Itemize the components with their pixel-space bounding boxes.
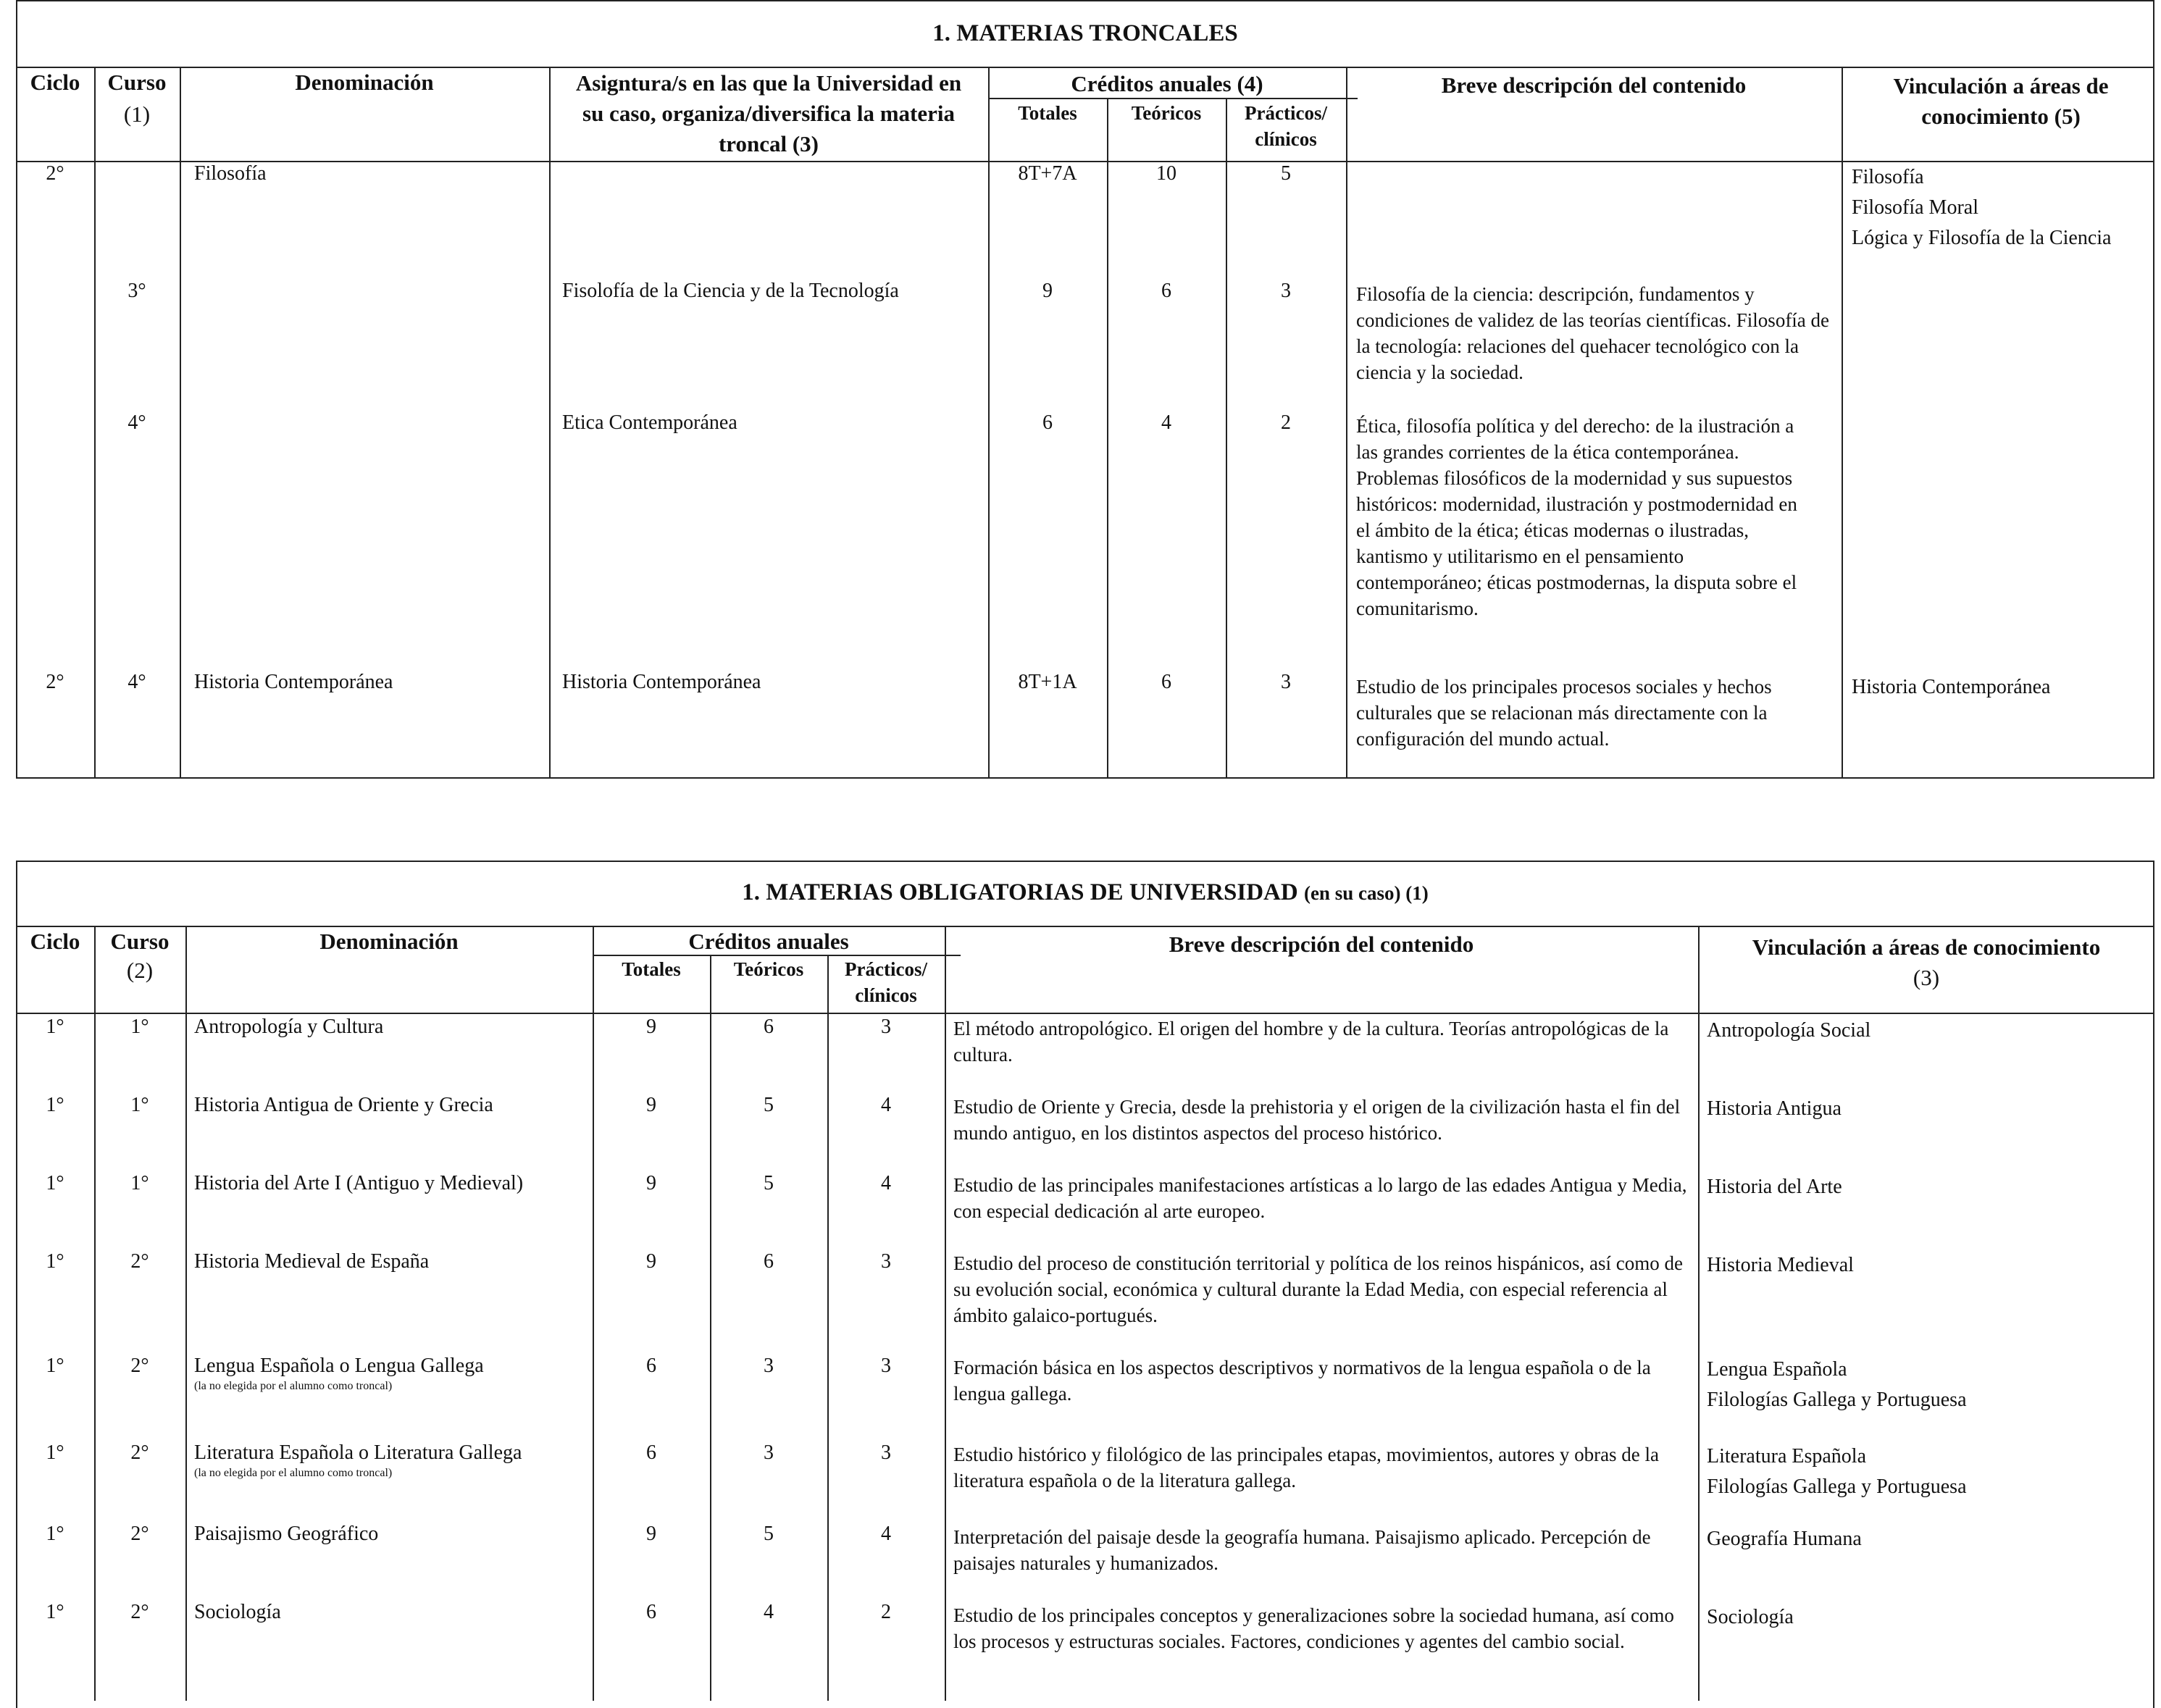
denominacion-label: Literatura Española o Literatura Gallega (194, 1441, 522, 1464)
header-practicos: Prácticos/ clínicos (1245, 102, 1327, 150)
header-teoricos: Teóricos (1131, 102, 1202, 124)
cell-denominacion: Historia Contemporánea (194, 671, 393, 693)
cell-practicos: 3 (881, 1441, 891, 1464)
area-item: Filosofía (1852, 166, 1924, 188)
area-item: Historia Contemporánea (1852, 676, 2051, 698)
header-ciclo: Ciclo (30, 70, 80, 95)
col-line (1698, 926, 1700, 1701)
col-line (710, 955, 711, 1701)
col-line (1842, 67, 1843, 779)
cell-areas (1707, 1094, 2149, 1124)
cell-practicos: 2 (1281, 411, 1291, 434)
cell-descripcion: Estudio de las principales manifestaciones artísticas a lo largo de las edades Antigua y Media, con especial dedicación al arte europeo. (953, 1174, 1687, 1222)
col-line (1346, 67, 1347, 779)
cell-denominacion (194, 1171, 591, 1197)
cell-descripcion: Estudio del proceso de constitución territorial y política de los reinos hispánicos, así como de su evolución social, económica y cultural durante la Edad Media, con especial referencia al ámbito galaico-portugués. (953, 1252, 1684, 1326)
header-creditos: Créditos anuales (4) (1071, 71, 1263, 96)
cell-totales: 6 (646, 1601, 656, 1623)
cell-curso: 2° (130, 1355, 149, 1377)
cell-descripcion: Ética, filosofía política y del derecho: de la ilustración a las grandes corrientes de la ética contemporánea. Problemas filosóficos de la modernidad y sus supuestos históricos: modernidad, ilustración y postmodernidad en el ámbito de la ética; éticas modernas o ilustradas, kantismo y utilitarismo en el pensamiento contemporáneo; éticas postmodernas, la disputa sobre el comunitarismo. (1356, 415, 1797, 619)
cell-curso: 1° (130, 1094, 149, 1116)
cell-totales: 6 (1042, 411, 1053, 434)
col-line (945, 926, 946, 1701)
cell-teoricos: 6 (764, 1250, 774, 1273)
col-line (827, 955, 829, 1701)
header-descripcion: Breve descripción del contenido (1441, 72, 1747, 98)
troncales-table (16, 0, 2154, 779)
header-curso-note: (2) (126, 958, 154, 983)
cell-areas (1852, 672, 2149, 703)
cell-areas (1707, 1250, 2149, 1281)
denominacion-label: Antropología y Cultura (194, 1016, 384, 1038)
cell-curso: 2° (130, 1250, 149, 1273)
cell-areas (1707, 1441, 2149, 1502)
cell-curso: 4° (128, 411, 146, 434)
cell-descripcion: Estudio de los principales procesos sociales y hechos culturales que se relacionan más directamente con la configuración del mundo actual. (1356, 676, 1772, 750)
cell-ciclo: 1° (46, 1601, 64, 1623)
header-vinculacion: Vinculación a áreas de conocimiento (5) (1893, 73, 2109, 129)
area-item: Historia Medieval (1707, 1254, 1854, 1276)
cell-areas (1707, 1602, 2149, 1633)
header-curso-note: (1) (123, 101, 151, 127)
obligatorias-title-suffix: (en su caso) (1) (1303, 882, 1429, 904)
cell-denominacion (194, 1440, 591, 1481)
cell-ciclo: 1° (46, 1250, 64, 1273)
cell-denominacion (194, 1014, 591, 1040)
header-curso: Curso (107, 70, 167, 95)
cell-descripcion: Estudio de los principales conceptos y generalizaciones sobre la sociedad humana, así como los procesos y estructuras sociales. Factores, condiciones y agentes del cambio social. (953, 1604, 1674, 1652)
header-practicos: Prácticos/ clínicos (845, 958, 927, 1006)
cell-teoricos: 6 (1161, 280, 1171, 302)
troncales-title: 1. MATERIAS TRONCALES (932, 20, 1238, 46)
cell-denominacion (194, 1353, 591, 1394)
cell-teoricos: 6 (764, 1016, 774, 1038)
cell-descripcion: Formación básica en los aspectos descriptivos y normativos de la lengua española o de la lengua gallega. (953, 1357, 1651, 1405)
cell-denominacion (194, 1092, 591, 1118)
area-item: Historia Antigua (1707, 1097, 1842, 1120)
cell-totales: 9 (646, 1250, 656, 1273)
cell-teoricos: 10 (1156, 162, 1176, 185)
cell-denominacion (194, 1521, 591, 1547)
denominacion-label: Paisajismo Geográfico (194, 1523, 379, 1545)
cell-practicos: 5 (1281, 162, 1291, 185)
cell-practicos: 3 (881, 1016, 891, 1038)
cell-ciclo: 1° (46, 1523, 64, 1545)
col-line (94, 926, 96, 1701)
area-item: Lengua Española (1707, 1358, 1847, 1381)
cell-descripcion: Estudio de Oriente y Grecia, desde la prehistoria y el origen de la civilización hasta el fin del mundo antiguo, en los distintos aspectos del proceso histórico. (953, 1096, 1681, 1144)
cell-practicos: 3 (1281, 671, 1291, 693)
header-teoricos: Teóricos (733, 958, 804, 980)
header-asignatura: Asigntura/s en las que la Universidad en su caso, organiza/diversifica la materia troncal (3) (575, 70, 962, 156)
header-totales: Totales (622, 958, 681, 980)
cell-descripcion: Filosofía de la ciencia: descripción, fundamentos y condiciones de validez de las teorías científicas. Filosofía de la tecnología: relaciones del quehacer tecnológico con la ciencia y la sociedad. (1356, 283, 1830, 383)
area-item: Lógica y Filosofía de la Ciencia (1852, 227, 2112, 249)
cell-totales: 9 (646, 1016, 656, 1038)
cell-denominacion (194, 1249, 591, 1275)
header-curso: Curso (110, 929, 170, 954)
cell-descripcion: Estudio histórico y filológico de las principales etapas, movimientos, autores y obras de la literatura española o de la literatura gallega. (953, 1444, 1660, 1491)
cell-practicos: 4 (881, 1172, 891, 1194)
cell-curso: 2° (130, 1523, 149, 1545)
denominacion-note: (la no elegida por el alumno como troncal) (194, 1467, 393, 1479)
area-item: Filologías Gallega y Portuguesa (1707, 1389, 1967, 1411)
area-item: Historia del Arte (1707, 1176, 1842, 1198)
cell-practicos: 3 (1281, 280, 1291, 302)
cell-teoricos: 4 (764, 1601, 774, 1623)
cell-asignatura: Fisolofía de la Ciencia y de la Tecnología (562, 280, 899, 302)
cell-ciclo: 1° (46, 1441, 64, 1464)
cell-totales: 9 (646, 1094, 656, 1116)
cell-curso: 3° (128, 280, 146, 302)
obligatorias-title-line (16, 879, 2154, 906)
cell-areas (1852, 162, 2156, 254)
cell-ciclo: 1° (46, 1016, 64, 1038)
header-ciclo: Ciclo (30, 929, 80, 954)
cell-areas (1707, 1524, 2149, 1554)
cell-practicos: 3 (881, 1355, 891, 1377)
header-descripcion: Breve descripción del contenido (1169, 932, 1474, 957)
cell-areas (1707, 1172, 2149, 1202)
cell-descripcion: Interpretación del paisaje desde la geografía humana. Paisajismo aplicado. Percepción de paisajes naturales y humanizados. (953, 1526, 1651, 1574)
cell-ciclo: 1° (46, 1094, 64, 1116)
denominacion-note: (la no elegida por el alumno como troncal) (194, 1380, 393, 1392)
cell-asignatura: Historia Contemporánea (562, 671, 761, 693)
denominacion-label: Lengua Española o Lengua Gallega (194, 1355, 484, 1377)
cell-totales: 9 (646, 1172, 656, 1194)
header-creditos: Créditos anuales (688, 929, 849, 954)
cell-curso: 4° (128, 671, 146, 693)
col-line (185, 926, 187, 1701)
cell-teoricos: 4 (1161, 411, 1171, 434)
denominacion-label: Historia Medieval de España (194, 1250, 430, 1273)
area-item: Antropología Social (1707, 1019, 1871, 1042)
header-denominacion: Denominación (319, 929, 459, 954)
cell-teoricos: 5 (764, 1523, 774, 1545)
obligatorias-title: 1. MATERIAS OBLIGATORIAS DE UNIVERSIDAD (742, 879, 1298, 905)
header-denominacion: Denominación (295, 70, 434, 95)
cell-totales: 9 (646, 1523, 656, 1545)
area-item: Filosofía Moral (1852, 196, 1978, 219)
cell-curso: 1° (130, 1172, 149, 1194)
cell-totales: 9 (1042, 280, 1053, 302)
cell-practicos: 4 (881, 1094, 891, 1116)
cell-practicos: 3 (881, 1250, 891, 1273)
area-item: Geografía Humana (1707, 1528, 1862, 1550)
denominacion-label: Sociología (194, 1601, 281, 1623)
cell-curso: 2° (130, 1441, 149, 1464)
cell-teoricos: 6 (1161, 671, 1171, 693)
cell-totales: 6 (646, 1355, 656, 1377)
col-line (549, 67, 551, 779)
cell-ciclo: 2° (46, 162, 64, 185)
cell-practicos: 2 (881, 1601, 891, 1623)
cell-areas (1707, 1355, 2149, 1415)
area-item: Sociología (1707, 1606, 1794, 1628)
cell-totales: 6 (646, 1441, 656, 1464)
cell-teoricos: 3 (764, 1355, 774, 1377)
denominacion-label: Historia Antigua de Oriente y Grecia (194, 1094, 493, 1116)
cell-totales: 8T+1A (1018, 671, 1077, 693)
header-vinculacion-note: (3) (1913, 965, 1940, 990)
cell-ciclo: 1° (46, 1172, 64, 1194)
cell-denominacion (194, 1599, 591, 1625)
cell-areas (1707, 1016, 2149, 1046)
header-vinculacion: Vinculación a áreas de conocimiento (1752, 934, 2101, 960)
cell-practicos: 4 (881, 1523, 891, 1545)
cell-teoricos: 5 (764, 1172, 774, 1194)
cell-asignatura: Etica Contemporánea (562, 411, 737, 434)
denominacion-label: Historia del Arte I (Antiguo y Medieval) (194, 1172, 524, 1194)
cell-ciclo: 1° (46, 1355, 64, 1377)
cell-denominacion: Filosofía (194, 162, 267, 185)
area-item: Filologías Gallega y Portuguesa (1707, 1475, 1967, 1498)
cell-curso: 2° (130, 1601, 149, 1623)
col-line (593, 926, 594, 1701)
obligatorias-table (16, 861, 2154, 1697)
cell-ciclo: 2° (46, 671, 64, 693)
cell-totales: 8T+7A (1018, 162, 1077, 185)
cell-curso: 1° (130, 1016, 149, 1038)
cell-teoricos: 5 (764, 1094, 774, 1116)
area-item: Literatura Española (1707, 1445, 1867, 1468)
col-line (180, 67, 181, 779)
cell-teoricos: 3 (764, 1441, 774, 1464)
cell-descripcion: El método antropológico. El origen del hombre y de la cultura. Teorías antropológicas de la cultura. (953, 1018, 1669, 1066)
header-totales: Totales (1018, 102, 1077, 124)
